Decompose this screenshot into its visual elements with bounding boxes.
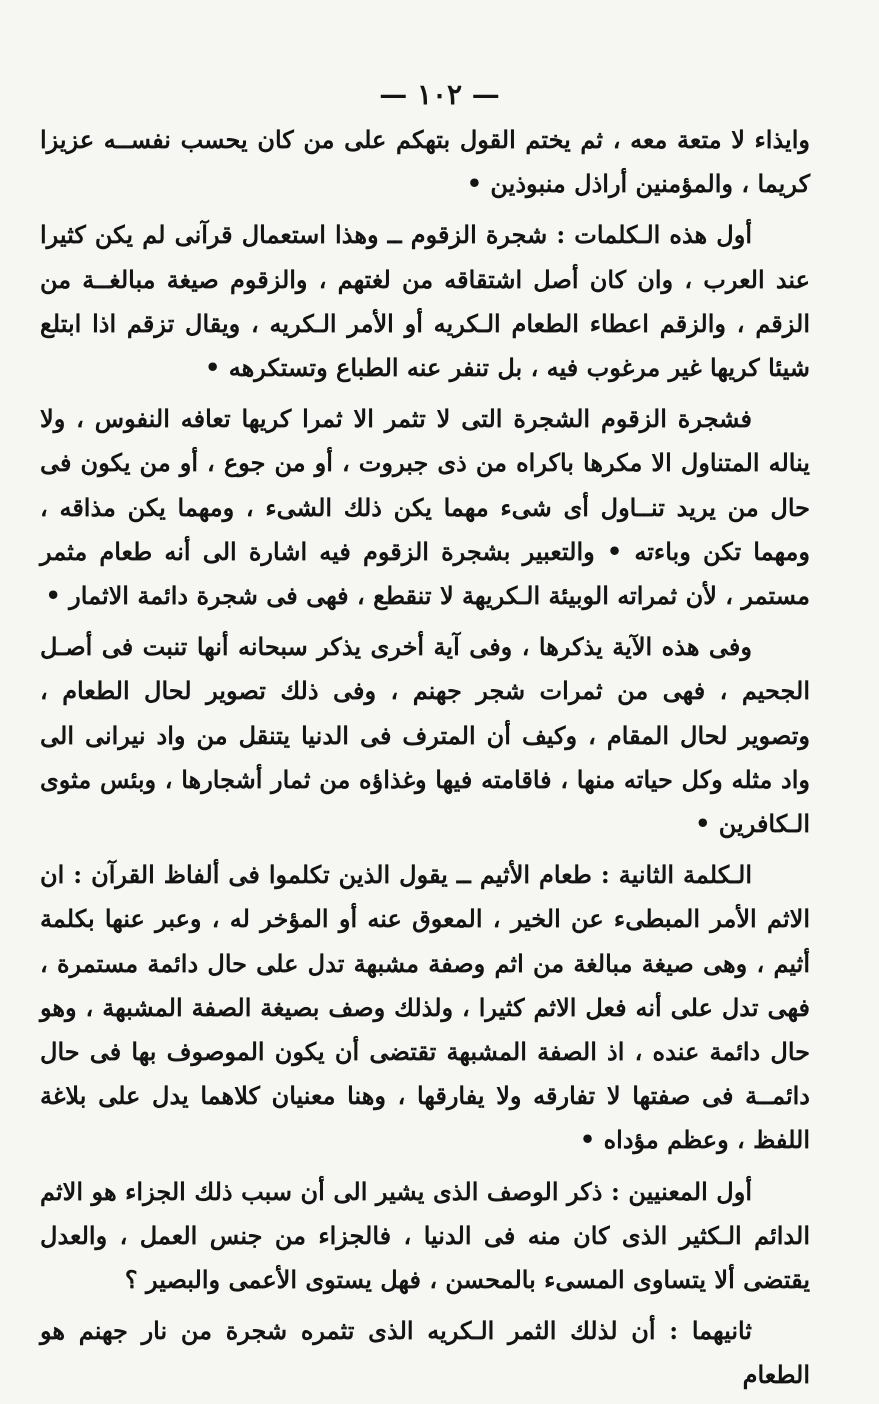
paragraph-6: أول المعنيين : ذكر الوصف الذى يشير الى أن سبب ذلك الجزاء هو الاثم الدائم الـكثير الذى كان منه فى الدنيا ، فالجزاء من جنس العمل ، والعدل يقتضى ألا يتساوى المسىء بالمحسن ، فهل يستوى الأعمى والبصير ؟: [40, 1176, 810, 1295]
paragraph-7: ثانيهما : أن لذلك الثمر الـكريه الذى تثمره شجرة من نار جهنم هو الطعام: [40, 1316, 810, 1390]
paragraph-5: الـكلمة الثانية : طعام الأثيم ــ يقول الذين تكلموا فى ألفاظ القرآن : ان الاثم الأمر المبطىء عن الخير ، المعوق عنه أو المؤخر له ، وعبر عنها بكلمة أثيم ، وهى صيغة مبالغة من اثم وصفة مشبهة تدل على حال دائمة مستمرة ، فهى تدل على أنه فعل الاثم كثيرا ، ولذلك وصف بصيغة الصفة المشبهة ، وهو حال دائمة عنده ، اذ الصفة المشبهة تقتضى أن يكون الموصوف بها فى حال دائمــة فى صفتها لا تفارقه ولا يفارقها ، وهنا معنيان كلاهما يدل على بلاغة اللفظ ، وعظم مؤداه •: [40, 860, 811, 1155]
paragraph-2: أول هذه الـكلمات : شجرة الزقوم ــ وهذا استعمال قرآنى لم يكن كثيرا عند العرب ، وان كان أصل اشتقاقه من لغتهم ، والزقوم صيغة مبالغــة من الزقم ، والزقم اعطاء الطعام الـكريه أو الأمر الـكريه ، ويقال تزقم اذا ابتلع شيئا كريها غير مرغوب فيه ، بل تنفر عنه الطباع وتستكرهه •: [40, 220, 810, 383]
paragraph-3: فشجرة الزقوم الشجرة التى لا تثمر الا ثمرا كريها تعافه النفوس ، ولا يناله المتناول الا مكرها باكراه من ذى جبروت ، أو من جوع ، أو من يكون فى حال من يريد تنــاول أى شىء مهما يكن ذلك الشىء ، ومهما يكن مذاقه ، ومهما تكن وباءته • والتعبير بشجرة الزقوم فيه اشارة الى أنه طعام مثمر مستمر ، لأن ثمراته الوبيئة الـكريهة لا تنقطع ، فهى فى شجرة دائمة الاثمار •: [40, 404, 810, 611]
page-body-text: [40, 118, 810, 1404]
paragraph-4: وفى هذه الآية يذكرها ، وفى آية أخرى يذكر سبحانه أنها تنبت فى أصـل الجحيم ، فهى من ثمرات شجر جهنم ، وفى ذلك تصوير لحال الطعام ، وتصوير لحال المقام ، وكيف أن المترف فى الدنيا يتنقل من واد نيرانى الى واد مثله وكل حياته منها ، فاقامته فيها وغذاؤه من ثمار أشجارها ، وبئس مثوى الـكافرين •: [40, 632, 810, 839]
paragraph-1: وايذاء لا متعة معه ، ثم يختم القول بتهكم على من كان يحسب نفســه عزيزا كريما ، والمؤمنين أراذل منبوذين •: [40, 125, 810, 199]
page-number: — ١٠٢ —: [379, 78, 500, 111]
